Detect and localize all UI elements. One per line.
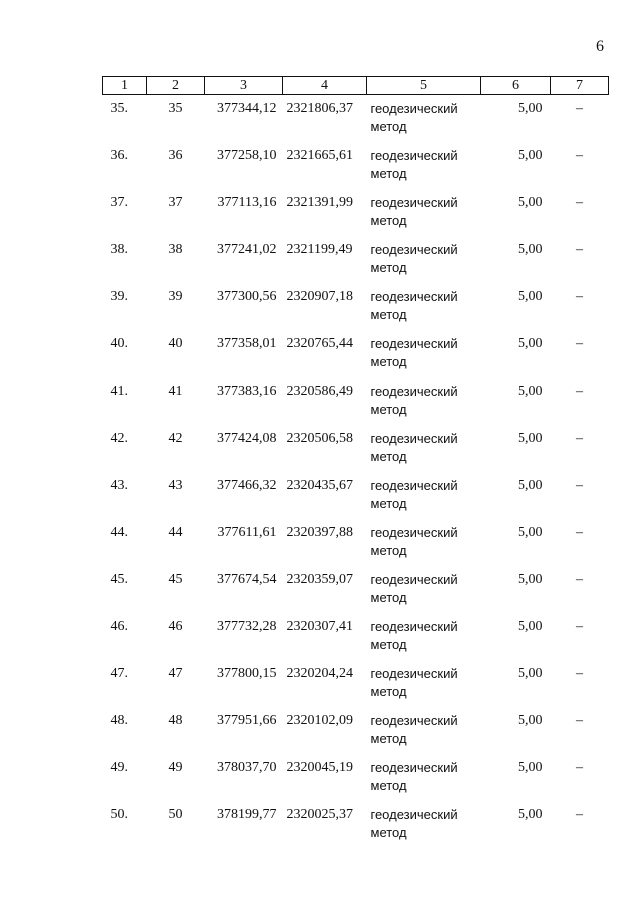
note-cell — [551, 95, 609, 143]
method-cell — [367, 519, 481, 566]
accuracy-cell — [481, 472, 551, 519]
accuracy-cell — [481, 330, 551, 377]
row-number-cell-text: 45. — [110, 571, 128, 587]
y-coordinate-cell-text: 2320765,44 — [286, 336, 353, 352]
point-number-cell — [147, 660, 205, 707]
method-cell — [367, 142, 481, 189]
point-number-cell-text: 40 — [168, 336, 183, 352]
accuracy-cell — [481, 660, 551, 707]
note-cell — [551, 142, 609, 189]
x-coordinate-cell-text: 377674,54 — [217, 571, 277, 587]
point-number-cell — [147, 566, 205, 613]
accuracy-cell-text: 5,00 — [518, 571, 543, 587]
x-coordinate-cell-text: 377358,01 — [217, 336, 277, 352]
x-coordinate-cell — [205, 283, 283, 330]
point-number-cell-text: 49 — [168, 760, 183, 776]
table-row — [103, 754, 609, 801]
row-number-cell-text: 40. — [110, 336, 128, 352]
table-row — [103, 330, 609, 377]
note-cell-text: – — [576, 477, 583, 493]
table-header-row — [103, 77, 609, 95]
method-line-1: геодезический — [370, 242, 458, 258]
method-line-2: метод — [370, 495, 407, 511]
y-coordinate-cell-text: 2320204,24 — [286, 666, 353, 682]
method-cell — [367, 754, 481, 801]
y-coordinate-cell — [283, 189, 367, 236]
accuracy-cell — [481, 95, 551, 143]
note-cell-text: – — [576, 760, 583, 776]
y-coordinate-cell — [283, 566, 367, 613]
method-line-2: метод — [370, 166, 407, 182]
point-number-cell-text: 35 — [168, 101, 183, 116]
method-line-1: геодезический — [370, 195, 458, 211]
accuracy-cell — [481, 189, 551, 236]
table-row — [103, 236, 609, 283]
y-coordinate-cell — [283, 425, 367, 472]
method-line-1: геодезический — [370, 619, 458, 635]
table-row — [103, 801, 609, 848]
note-cell-text: – — [576, 195, 583, 211]
method-line-1: геодезический — [370, 477, 458, 493]
row-number-cell — [103, 566, 147, 613]
method-line-2: метод — [370, 589, 407, 605]
accuracy-cell — [481, 236, 551, 283]
point-number-cell — [147, 519, 205, 566]
accuracy-cell-text: 5,00 — [518, 289, 543, 305]
column-header-5: 5 — [367, 77, 481, 95]
method-cell — [367, 330, 481, 377]
method-cell — [367, 660, 481, 707]
point-number-cell — [147, 236, 205, 283]
x-coordinate-cell — [205, 378, 283, 425]
point-number-cell-text: 41 — [168, 383, 183, 399]
x-coordinate-cell — [205, 472, 283, 519]
table-row — [103, 519, 609, 566]
y-coordinate-cell — [283, 754, 367, 801]
method-line-2: метод — [370, 825, 407, 841]
column-header-7: 7 — [551, 77, 609, 95]
table-row — [103, 425, 609, 472]
y-coordinate-cell-text: 2320435,67 — [286, 477, 353, 493]
accuracy-cell-text: 5,00 — [518, 666, 543, 682]
table-row — [103, 566, 609, 613]
y-coordinate-cell — [283, 519, 367, 566]
row-number-cell — [103, 142, 147, 189]
method-line-2: метод — [370, 260, 407, 276]
accuracy-cell — [481, 707, 551, 754]
method-line-2: метод — [370, 637, 407, 653]
column-header-2: 2 — [147, 77, 205, 95]
method-line-2: метод — [370, 542, 407, 558]
note-cell — [551, 566, 609, 613]
y-coordinate-cell-text: 2320586,49 — [286, 383, 353, 399]
method-line-1: геодезический — [370, 760, 458, 776]
method-line-1: геодезический — [370, 336, 458, 352]
accuracy-cell — [481, 801, 551, 848]
y-coordinate-cell — [283, 330, 367, 377]
accuracy-cell-text: 5,00 — [518, 760, 543, 776]
y-coordinate-cell-text: 2320359,07 — [286, 571, 353, 587]
note-cell — [551, 519, 609, 566]
note-cell-text: – — [576, 242, 583, 258]
x-coordinate-cell-text: 377732,28 — [217, 619, 277, 635]
method-line-1: геодезический — [370, 666, 458, 682]
x-coordinate-cell-text: 377241,02 — [217, 242, 277, 258]
note-cell — [551, 283, 609, 330]
column-header-6: 6 — [481, 77, 551, 95]
method-line-1: геодезический — [370, 289, 458, 305]
method-line-2: метод — [370, 354, 407, 370]
row-number-cell-text: 38. — [110, 242, 128, 258]
method-line-1: геодезический — [370, 430, 458, 446]
table-row — [103, 613, 609, 660]
method-line-2: метод — [370, 684, 407, 700]
accuracy-cell-text: 5,00 — [518, 807, 543, 823]
table-row — [103, 142, 609, 189]
accuracy-cell-text: 5,00 — [518, 713, 543, 729]
x-coordinate-cell — [205, 95, 283, 143]
note-cell — [551, 189, 609, 236]
note-cell — [551, 660, 609, 707]
table-row — [103, 660, 609, 707]
point-number-cell — [147, 707, 205, 754]
y-coordinate-cell — [283, 283, 367, 330]
point-number-cell-text: 48 — [168, 713, 183, 729]
accuracy-cell-text: 5,00 — [518, 524, 543, 540]
row-number-cell-text: 50. — [110, 807, 128, 823]
point-number-cell-text: 37 — [168, 195, 183, 211]
y-coordinate-cell — [283, 142, 367, 189]
row-number-cell — [103, 707, 147, 754]
row-number-cell — [103, 330, 147, 377]
row-number-cell — [103, 425, 147, 472]
column-header-1: 1 — [103, 77, 147, 95]
x-coordinate-cell-text: 377344,12 — [217, 101, 277, 116]
x-coordinate-cell — [205, 189, 283, 236]
accuracy-cell — [481, 378, 551, 425]
y-coordinate-cell — [283, 236, 367, 283]
x-coordinate-cell — [205, 613, 283, 660]
row-number-cell — [103, 283, 147, 330]
note-cell-text: – — [576, 148, 583, 164]
note-cell — [551, 613, 609, 660]
method-line-1: геодезический — [370, 101, 458, 116]
point-number-cell — [147, 378, 205, 425]
point-number-cell-text: 47 — [168, 666, 183, 682]
row-number-cell — [103, 519, 147, 566]
y-coordinate-cell-text: 2320307,41 — [286, 619, 353, 635]
point-number-cell — [147, 425, 205, 472]
point-number-cell — [147, 472, 205, 519]
table-row — [103, 283, 609, 330]
method-line-2: метод — [370, 119, 407, 134]
method-cell — [367, 707, 481, 754]
note-cell-text: – — [576, 666, 583, 682]
method-line-2: метод — [370, 731, 407, 747]
table-row — [103, 189, 609, 236]
row-number-cell — [103, 189, 147, 236]
y-coordinate-cell-text: 2320397,88 — [286, 524, 353, 540]
point-number-cell-text: 36 — [168, 148, 183, 164]
note-cell-text: – — [576, 571, 583, 587]
note-cell-text: – — [576, 807, 583, 823]
method-line-2: метод — [370, 213, 407, 229]
row-number-cell — [103, 754, 147, 801]
accuracy-cell-text: 5,00 — [518, 477, 543, 493]
point-number-cell — [147, 801, 205, 848]
row-number-cell-text: 48. — [110, 713, 128, 729]
y-coordinate-cell — [283, 707, 367, 754]
note-cell — [551, 330, 609, 377]
accuracy-cell — [481, 283, 551, 330]
method-line-2: метод — [370, 448, 407, 464]
point-number-cell — [147, 189, 205, 236]
accuracy-cell-text: 5,00 — [518, 148, 543, 164]
note-cell-text: – — [576, 101, 583, 116]
coordinates-table — [102, 76, 609, 849]
row-number-cell — [103, 95, 147, 143]
point-number-cell-text: 50 — [168, 807, 183, 823]
accuracy-cell — [481, 142, 551, 189]
row-number-cell — [103, 378, 147, 425]
note-cell — [551, 707, 609, 754]
row-number-cell-text: 49. — [110, 760, 128, 776]
method-line-1: геодезический — [370, 148, 458, 164]
method-cell — [367, 378, 481, 425]
method-cell — [367, 283, 481, 330]
note-cell — [551, 472, 609, 519]
row-number-cell — [103, 660, 147, 707]
method-line-1: геодезический — [370, 383, 458, 399]
y-coordinate-cell-text: 2321806,37 — [286, 101, 353, 116]
column-header-4: 4 — [283, 77, 367, 95]
y-coordinate-cell-text: 2321199,49 — [286, 242, 353, 258]
y-coordinate-cell — [283, 472, 367, 519]
point-number-cell-text: 43 — [168, 477, 183, 493]
note-cell — [551, 801, 609, 848]
x-coordinate-cell — [205, 660, 283, 707]
method-cell — [367, 801, 481, 848]
x-coordinate-cell — [205, 236, 283, 283]
accuracy-cell-text: 5,00 — [518, 619, 543, 635]
point-number-cell — [147, 142, 205, 189]
note-cell-text: – — [576, 289, 583, 305]
x-coordinate-cell — [205, 754, 283, 801]
accuracy-cell — [481, 425, 551, 472]
point-number-cell — [147, 95, 205, 143]
x-coordinate-cell-text: 377300,56 — [217, 289, 277, 305]
x-coordinate-cell — [205, 142, 283, 189]
table-body — [103, 95, 609, 849]
x-coordinate-cell-text: 377383,16 — [217, 383, 277, 399]
method-line-1: геодезический — [370, 571, 458, 587]
accuracy-cell-text: 5,00 — [518, 195, 543, 211]
page-number: 6 — [596, 38, 604, 55]
row-number-cell-text: 35. — [110, 101, 128, 116]
table-row — [103, 95, 609, 143]
method-cell — [367, 613, 481, 660]
note-cell-text: – — [576, 619, 583, 635]
note-cell-text: – — [576, 383, 583, 399]
row-number-cell-text: 44. — [110, 524, 128, 540]
row-number-cell-text: 47. — [110, 666, 128, 682]
x-coordinate-cell-text: 377951,66 — [217, 713, 277, 729]
x-coordinate-cell-text: 377258,10 — [217, 148, 277, 164]
accuracy-cell — [481, 519, 551, 566]
method-line-2: метод — [370, 778, 407, 794]
accuracy-cell-text: 5,00 — [518, 101, 543, 116]
method-cell — [367, 236, 481, 283]
table-row — [103, 378, 609, 425]
accuracy-cell — [481, 613, 551, 660]
row-number-cell-text: 41. — [110, 383, 128, 399]
x-coordinate-cell-text: 377611,61 — [217, 524, 277, 540]
point-number-cell-text: 42 — [168, 430, 183, 446]
accuracy-cell-text: 5,00 — [518, 336, 543, 352]
method-line-1: геодезический — [370, 713, 458, 729]
x-coordinate-cell-text: 377800,15 — [217, 666, 277, 682]
x-coordinate-cell-text: 377424,08 — [217, 430, 277, 446]
note-cell — [551, 425, 609, 472]
point-number-cell — [147, 330, 205, 377]
note-cell — [551, 236, 609, 283]
row-number-cell-text: 43. — [110, 477, 128, 493]
method-line-1: геодезический — [370, 524, 458, 540]
y-coordinate-cell — [283, 378, 367, 425]
point-number-cell-text: 39 — [168, 289, 183, 305]
x-coordinate-cell — [205, 566, 283, 613]
point-number-cell-text: 45 — [168, 571, 183, 587]
y-coordinate-cell-text: 2320025,37 — [286, 807, 353, 823]
x-coordinate-cell — [205, 425, 283, 472]
x-coordinate-cell — [205, 519, 283, 566]
y-coordinate-cell — [283, 660, 367, 707]
x-coordinate-cell-text: 378037,70 — [217, 760, 277, 776]
method-line-2: метод — [370, 401, 407, 417]
note-cell-text: – — [576, 713, 583, 729]
column-header-3: 3 — [205, 77, 283, 95]
table-row — [103, 707, 609, 754]
x-coordinate-cell — [205, 707, 283, 754]
method-cell — [367, 189, 481, 236]
point-number-cell-text: 38 — [168, 242, 183, 258]
y-coordinate-cell — [283, 801, 367, 848]
note-cell-text: – — [576, 524, 583, 540]
row-number-cell — [103, 613, 147, 660]
accuracy-cell — [481, 754, 551, 801]
row-number-cell — [103, 801, 147, 848]
method-line-2: метод — [370, 307, 407, 323]
table-row — [103, 472, 609, 519]
y-coordinate-cell-text: 2320045,19 — [286, 760, 353, 776]
x-coordinate-cell-text: 377466,32 — [217, 477, 277, 493]
x-coordinate-cell — [205, 801, 283, 848]
row-number-cell-text: 36. — [110, 148, 128, 164]
row-number-cell — [103, 236, 147, 283]
method-line-1: геодезический — [370, 807, 458, 823]
x-coordinate-cell-text: 377113,16 — [217, 195, 277, 211]
accuracy-cell-text: 5,00 — [518, 242, 543, 258]
note-cell-text: – — [576, 430, 583, 446]
method-cell — [367, 95, 481, 143]
x-coordinate-cell-text: 378199,77 — [217, 807, 277, 823]
point-number-cell — [147, 283, 205, 330]
note-cell — [551, 378, 609, 425]
note-cell — [551, 754, 609, 801]
accuracy-cell-text: 5,00 — [518, 430, 543, 446]
method-cell — [367, 425, 481, 472]
y-coordinate-cell — [283, 95, 367, 143]
method-cell — [367, 566, 481, 613]
accuracy-cell — [481, 566, 551, 613]
point-number-cell — [147, 754, 205, 801]
y-coordinate-cell-text: 2320506,58 — [286, 430, 353, 446]
point-number-cell — [147, 613, 205, 660]
method-cell — [367, 472, 481, 519]
point-number-cell-text: 44 — [168, 524, 183, 540]
row-number-cell — [103, 472, 147, 519]
row-number-cell-text: 39. — [110, 289, 128, 305]
y-coordinate-cell-text: 2321391,99 — [286, 195, 353, 211]
row-number-cell-text: 42. — [110, 430, 128, 446]
note-cell-text: – — [576, 336, 583, 352]
y-coordinate-cell-text: 2320102,09 — [286, 713, 353, 729]
row-number-cell-text: 46. — [110, 619, 128, 635]
y-coordinate-cell-text: 2321665,61 — [286, 148, 353, 164]
y-coordinate-cell-text: 2320907,18 — [286, 289, 353, 305]
x-coordinate-cell — [205, 330, 283, 377]
y-coordinate-cell — [283, 613, 367, 660]
coordinates-table-container — [102, 76, 608, 849]
accuracy-cell-text: 5,00 — [518, 383, 543, 399]
row-number-cell-text: 37. — [110, 195, 128, 211]
point-number-cell-text: 46 — [168, 619, 183, 635]
